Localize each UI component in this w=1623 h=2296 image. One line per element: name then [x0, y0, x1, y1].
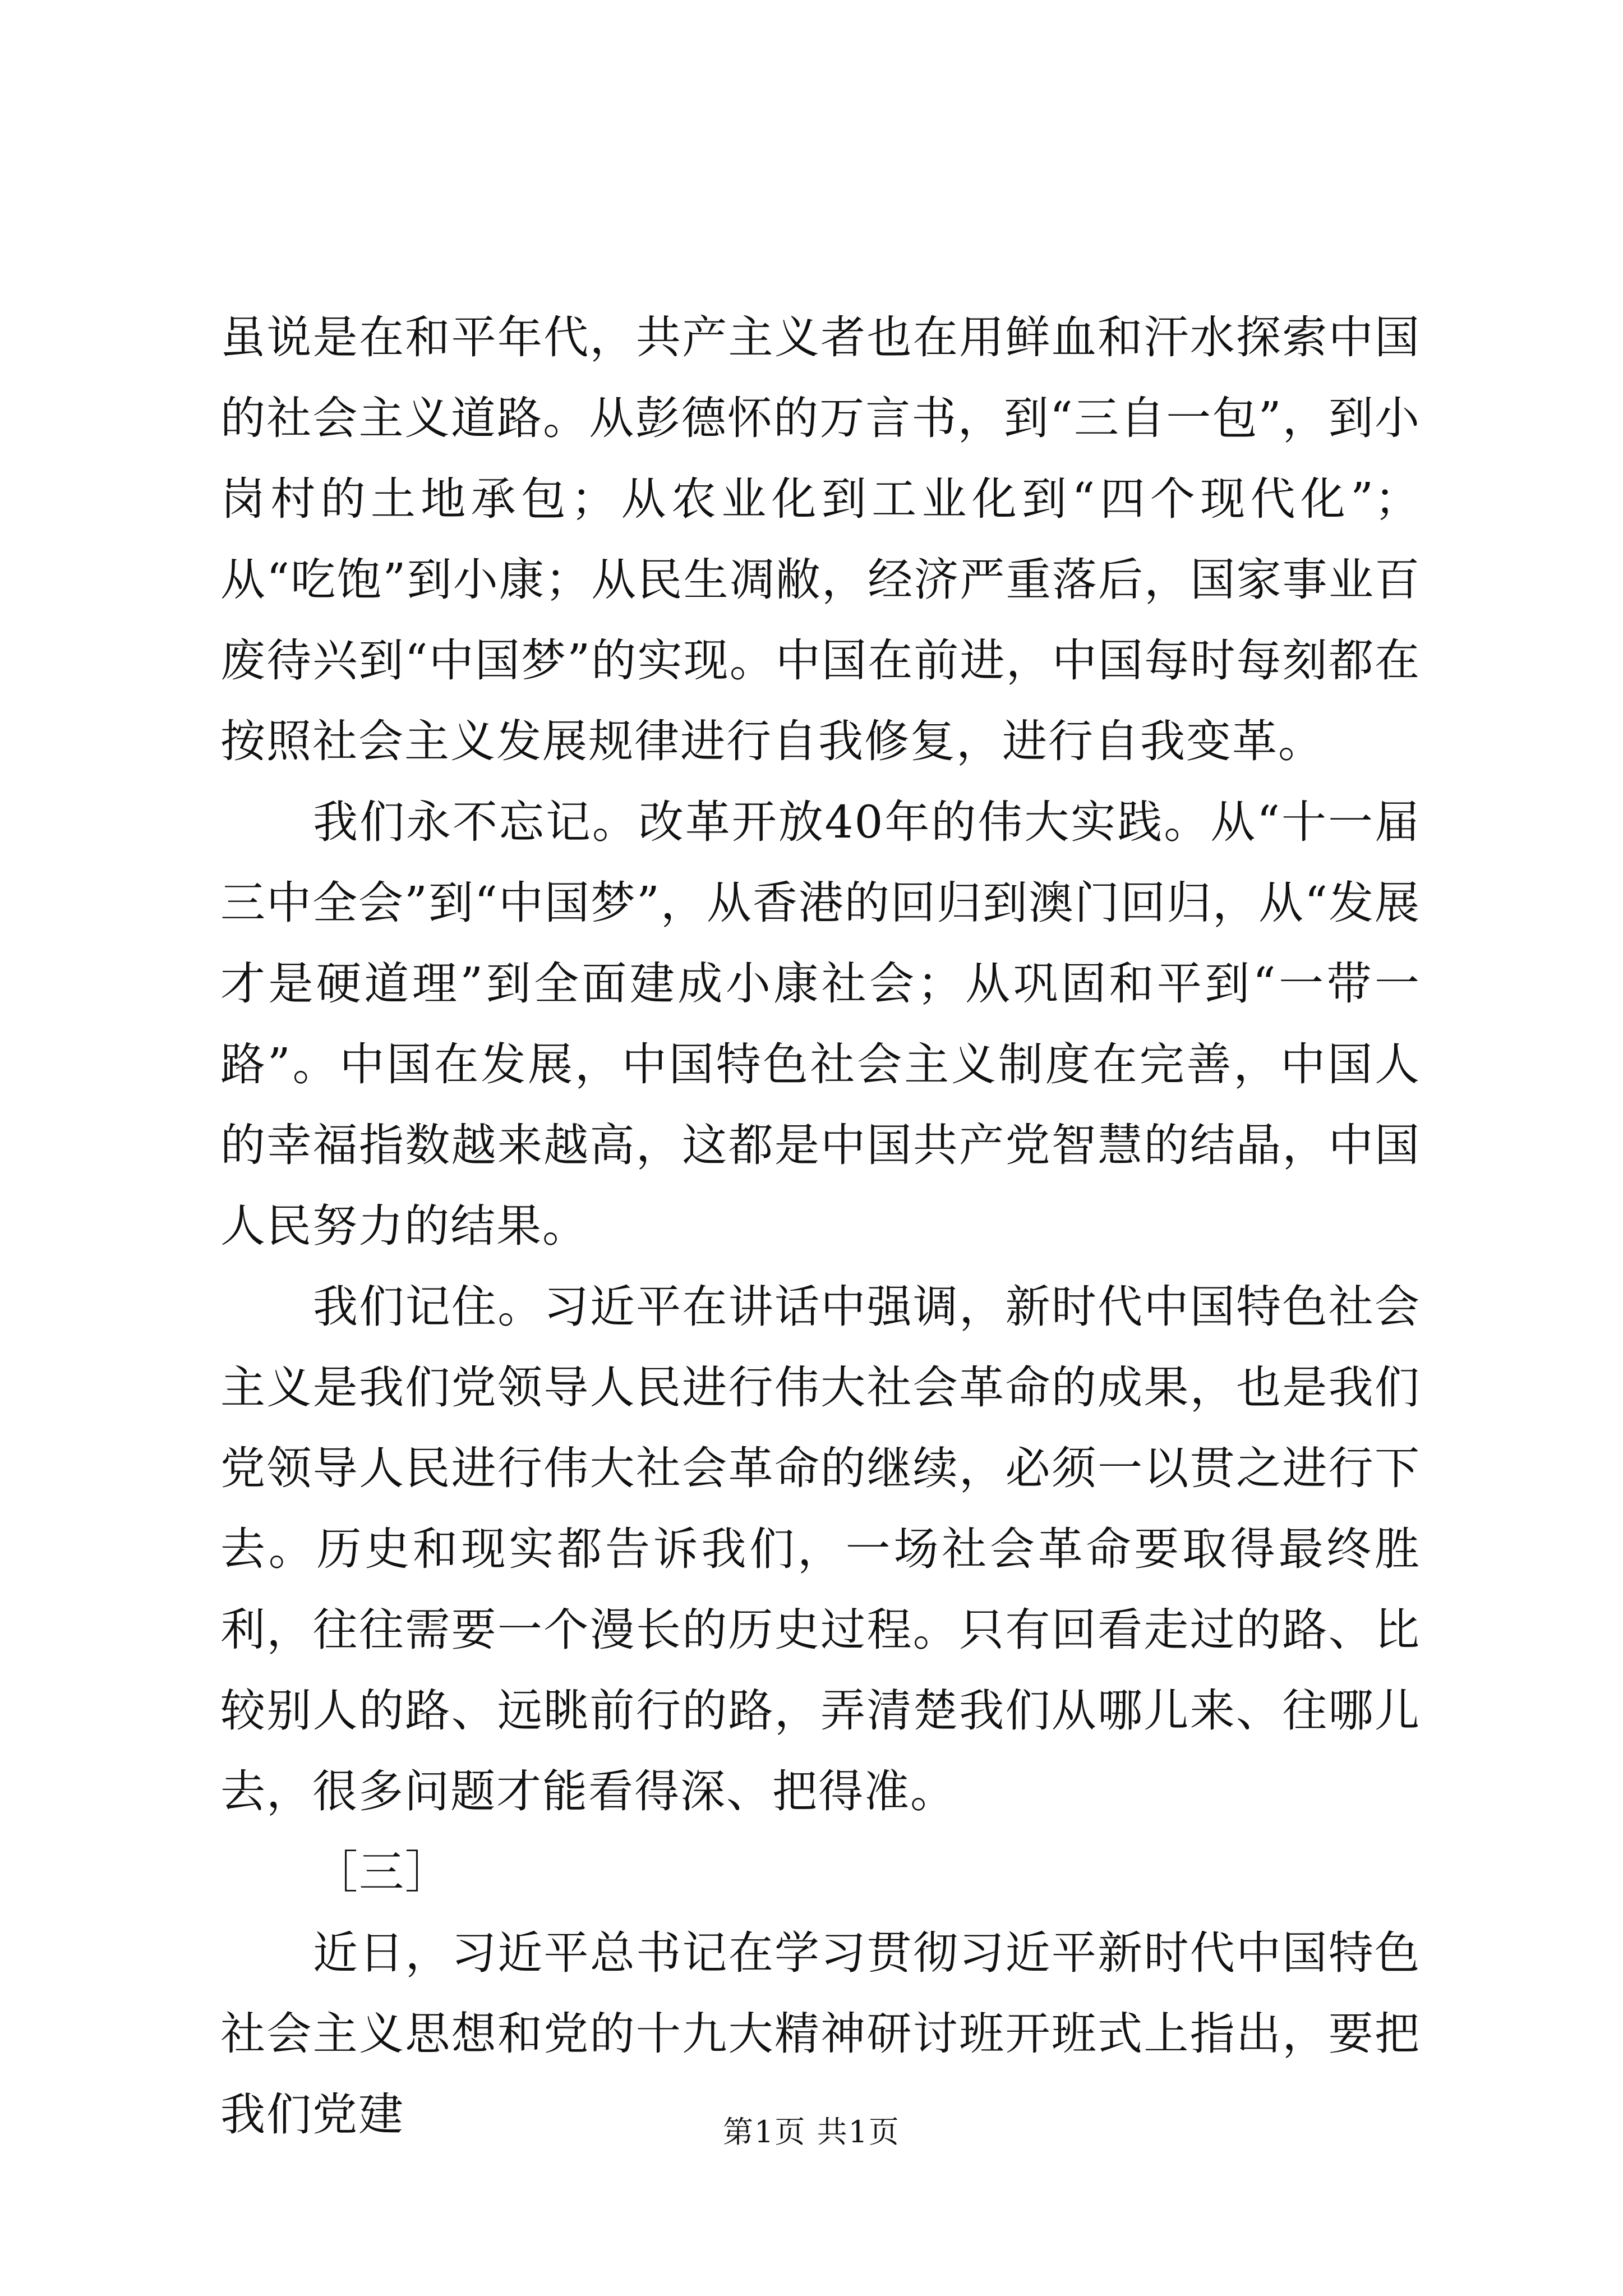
paragraph-3: 我们记住。习近平在讲话中强调，新时代中国特色社会主义是我们党领导人民进行伟大社会革命的成果，也是我们党领导人民进行伟大社会革命的继续，必须一以贯之进行下去。历史和现实都告诉我们，一场社会革命要取得最终胜利，往往需要一个漫长的历史过程。只有回看走过的路、比较别人的路、远眺前行的路，弄清楚我们从哪儿来、往哪儿去，很多问题才能看得深、把得准。	[220, 1281, 1421, 1818]
paragraph-2: 我们永不忘记。改革开放40年的伟大实践。从“十一届三中全会”到“中国梦”，从香港的回归到澳门回归，从“发展才是硬道理”到全面建成小康社会；从巩固和平到“一带一路”。中国在发展，中国特色社会主义制度在完善，中国人的幸福指数越来越高，这都是中国共产党智慧的结晶，中国人民努力的结果。	[220, 796, 1421, 1252]
paragraph-1: 虽说是在和平年代，共产主义者也在用鲜血和汗水探索中国的社会主义道路。从彭德怀的万言书，到“三自一包”，到小岗村的土地承包；从农业化到工业化到“四个现代化”；从“吃饱”到小康；从民生凋敝，经济严重落后，国家事业百废待兴到“中国梦”的实现。中国在前进，中国每时每刻都在按照社会主义发展规律进行自我修复，进行自我变革。	[220, 311, 1421, 767]
paragraph-4: 近日，习近平总书记在学习贯彻习近平新时代中国特色社会主义思想和党的十九大精神研讨班开班式上指出，要把我们党建	[220, 1927, 1421, 2141]
document-body	[220, 297, 1421, 2155]
page-footer: 第1页 共1页	[723, 2114, 900, 2150]
section-marker: ［三］	[313, 1846, 451, 1898]
